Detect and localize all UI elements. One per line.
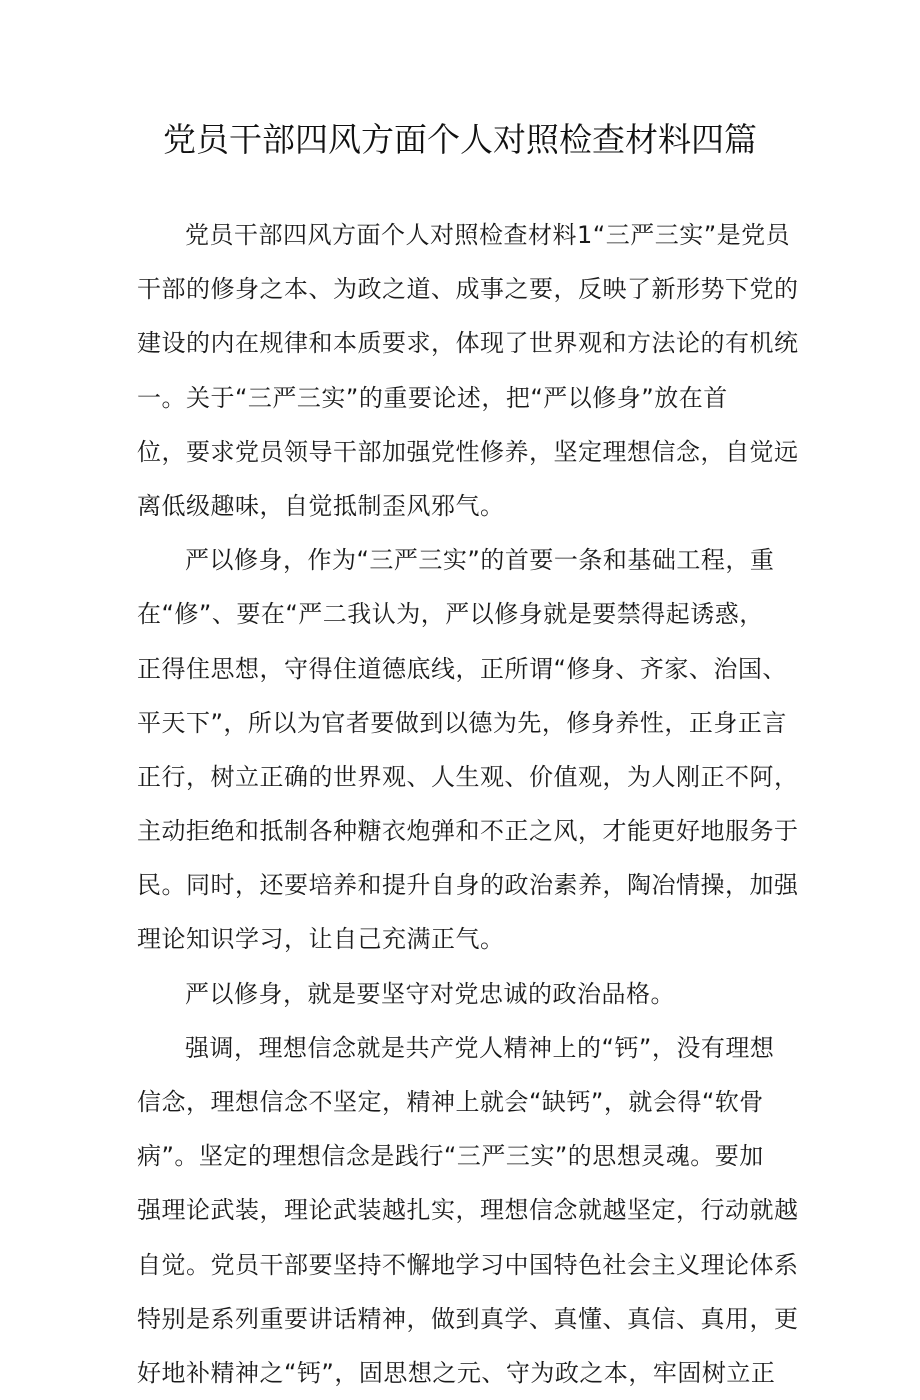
paragraph-line: 正得住思想，守得住道德底线，正所谓“修身、齐家、治国、 xyxy=(137,654,787,683)
paragraph-line: 自觉。党员干部要坚持不懈地学习中国特色社会主义理论体系 xyxy=(137,1250,799,1279)
paragraph-line: 一。关于“三严三实”的重要论述，把“严以修身”放在首 xyxy=(137,383,728,412)
paragraph-line: 强调，理想信念就是共产党人精神上的“钙”，没有理想 xyxy=(185,1033,775,1062)
paragraph-line: 严以修身，就是要坚守对党忠诚的政治品格。 xyxy=(185,979,675,1008)
paragraph-line: 主动拒绝和抵制各种糖衣炮弹和不正之风，才能更好地服务于 xyxy=(137,817,799,846)
paragraph-line: 建设的内在规律和本质要求，体现了世界观和方法论的有机统 xyxy=(137,329,799,358)
paragraph-line: 党员干部四风方面个人对照检查材料1“三严三实”是党员 xyxy=(185,221,791,249)
paragraph-line: 正行，树立正确的世界观、人生观、价值观，为人刚正不阿， xyxy=(137,762,799,791)
paragraph-line: 理论知识学习，让自己充满正气。 xyxy=(137,925,505,954)
paragraph-line: 位，要求党员领导干部加强党性修养，坚定理想信念，自觉远 xyxy=(137,437,799,466)
paragraph-line: 平天下”，所以为官者要做到以德为先，修身养性，正身正言 xyxy=(137,708,787,737)
paragraph-line: 病”。坚定的理想信念是践行“三严三实”的思想灵魂。要加 xyxy=(137,1142,764,1171)
paragraph-line: 特别是系列重要讲话精神，做到真学、真懂、真信、真用，更 xyxy=(137,1304,799,1333)
document-body xyxy=(137,208,797,1400)
paragraph-line: 严以修身，作为“三严三实”的首要一条和基础工程，重 xyxy=(185,546,775,575)
paragraph-line: 离低级趣味，自觉抵制歪风邪气。 xyxy=(137,491,505,520)
paragraph-line: 在“修”、要在“严二我认为，严以修身就是要禁得起诱惑， xyxy=(137,600,764,629)
paragraph-line: 干部的修身之本、为政之道、成事之要，反映了新形势下党的 xyxy=(137,275,799,304)
paragraph-line: 信念，理想信念不坚定，精神上就会“缺钙”，就会得“软骨 xyxy=(137,1088,764,1116)
paragraph-line: 强理论武装，理论武装越扎实，理想信念就越坚定，行动就越 xyxy=(137,1196,799,1225)
paragraph-line: 好地补精神之“钙”，固思想之元、守为政之本，牢固树立正 xyxy=(137,1358,776,1387)
document-title: 党员干部四风方面个人对照检查材料四篇 xyxy=(163,120,757,159)
paragraph-line: 民。同时，还要培养和提升自身的政治素养，陶冶情操，加强 xyxy=(137,871,799,900)
